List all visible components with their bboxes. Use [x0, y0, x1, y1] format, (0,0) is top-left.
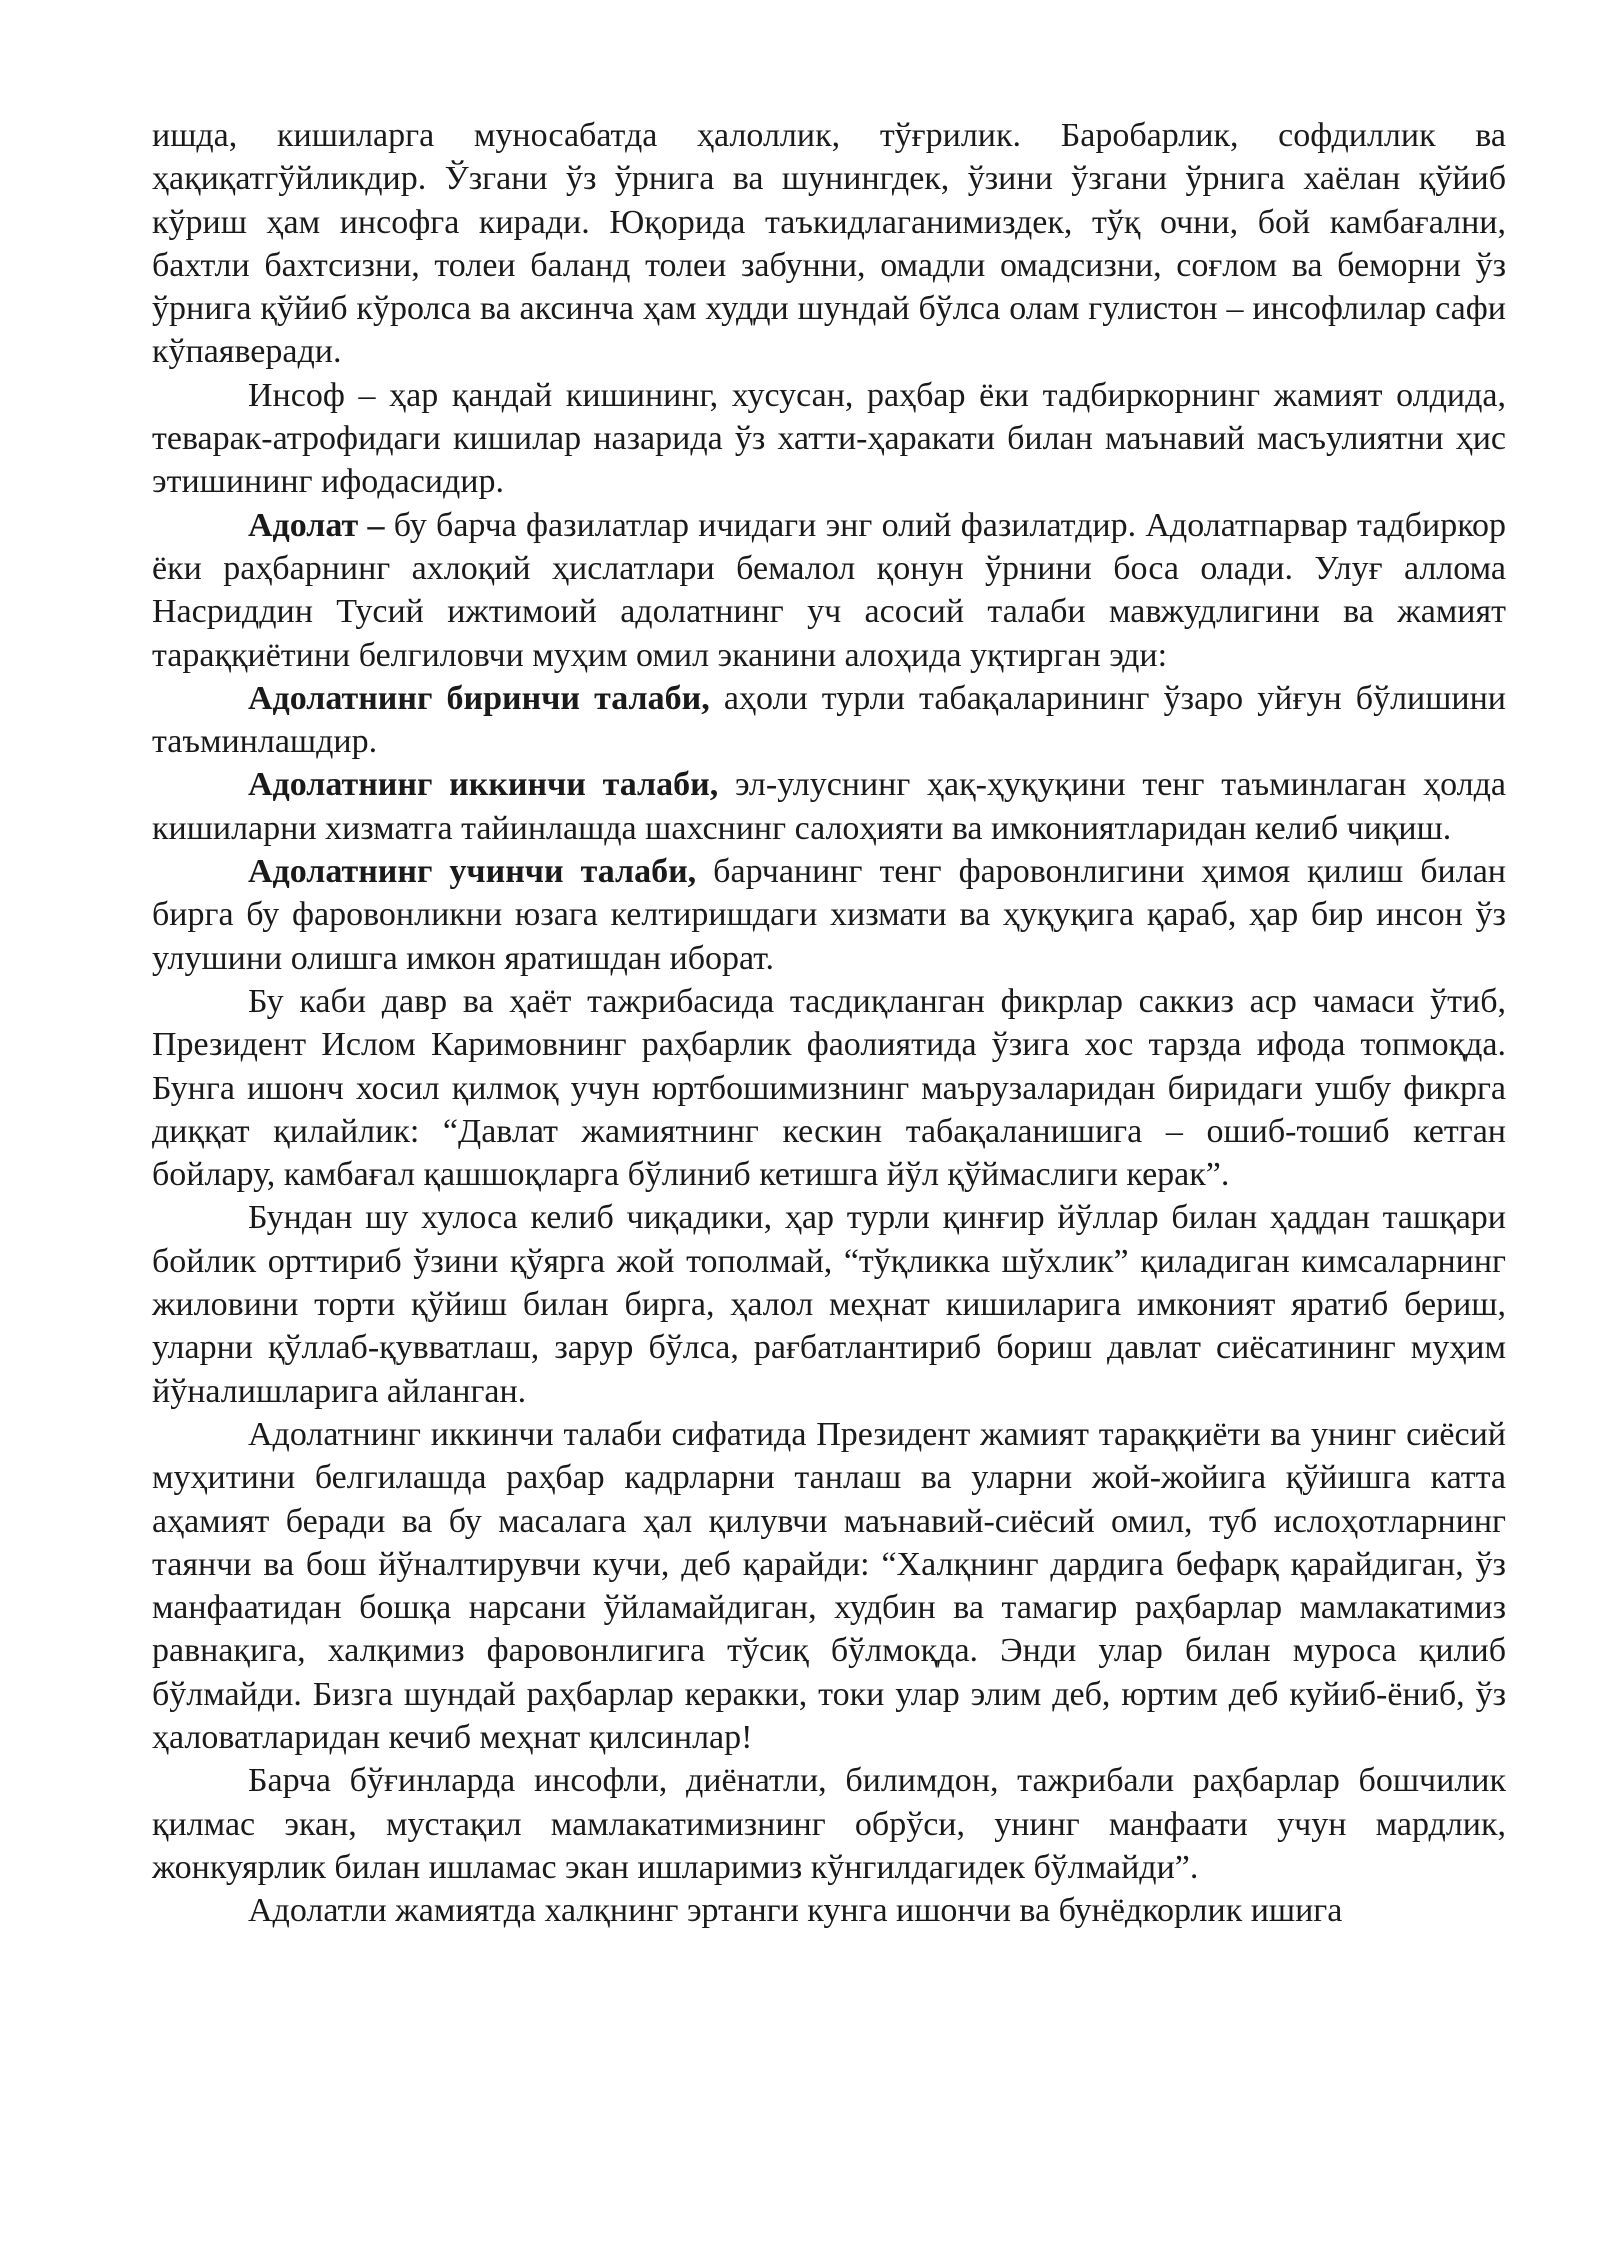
paragraph-3-text: бу барча фазилатлар ичидаги энг олий фазилатдир. Адолатпарвар тадбиркор ёки раҳбарнинг ахлоқий ҳислатлари бемалол қонун ўрнини боса олади. Улуғ аллома Насриддин Тусий ижтимоий адолатнинг уч асосий талаби мавжудлигини ва жамият тараққиётини белгиловчи муҳим омил эканини алоҳида уқтирган эди: [152, 506, 1506, 674]
paragraph-1 [152, 114, 1506, 374]
paragraph-10-text: Барча бўғинларда инсофли, диёнатли, билимдон, тажрибали раҳбарлар бошчилик қилмас экан, мустақил мамлакатимизнинг обрўси, унинг манфаати учун мардлик, жонкуярлик билан ишламас экан ишларимиз кўнгилдагидек бўлмайди”. [152, 1762, 1506, 1886]
paragraph-7-text: Бу каби давр ва ҳаёт тажрибасида тасдиқланган фикрлар саккиз аср чамаси ўтиб, Президент Ислом Каримовнинг раҳбарлик фаолиятида ўзига хос тарзда ифода топмоқда. Бунга ишонч хосил қилмоқ учун юртбошимизнинг маърузаларидан биридаги ушбу фикрга диққат қилайлик: “Давлат жамиятнинг кескин табақаланишига – ошиб-тошиб кетган бойлару, камбағал қашшоқларга бўлиниб кетишга йўл қўймаслиги керак”. [152, 982, 1506, 1194]
paragraph-6-text: барчанинг тенг фаровонлигини ҳимоя қилиш билан бирга бу фаровонликни юзага келтиришдаги хизмати ва ҳуқуқига қараб, ҳар бир инсон ўз улушини олишга имкон яратишдан иборат. [152, 853, 1506, 977]
paragraph-7 [152, 980, 1506, 1196]
paragraph-2-text: Инсоф – ҳар қандай кишининг, хусусан, раҳбар ёки тадбиркорнинг жамият олдида, теварак-атрофидаги кишилар назарида ўз хатти-ҳаракати билан маънавий масъулиятни ҳис этишининг ифодасидир. [152, 376, 1506, 501]
paragraph-10 [152, 1759, 1506, 1889]
paragraph-11 [152, 1889, 1506, 1932]
paragraph-2 [152, 374, 1506, 504]
paragraph-6-lead: Адолатнинг учинчи талаби, [248, 853, 697, 891]
paragraph-1-text: ишда, кишиларга муносабатда ҳалоллик, тўғрилик. Баробарлик, софдиллик ва ҳақиқатгўйликдир. Ўзгани ўз ўрнига ва шунингдек, ўзини ўзгани ўрнига хаёлан қўйиб кўриш ҳам инсофга киради. Юқорида таъкидлаганимиздек, тўқ очни, бой камбағални, бахтли бахтсизни, толеи баланд толеи забунни, омадли омадсизни, соғлом ва беморни ўз ўрнига қўйиб кўролса ва аксинча ҳам худди шундай бўлса олам гулистон – инсофлилар сафи кўпаяверади. [152, 117, 1506, 371]
document-page [152, 114, 1506, 1932]
paragraph-8-text: Бундан шу хулоса келиб чиқадики, ҳар турли қинғир йўллар билан ҳаддан ташқари бойлик орттириб ўзини қўярга жой тополмай, “тўқликка шўхлик” қиладиган кимсаларнинг жиловини торти қўйиш билан бирга, ҳалол меҳнат кишиларига имконият яратиб бериш, уларни қўллаб-қувватлаш, зарур бўлса, рағбатлантириб бориш давлат сиёсатининг муҳим йўналишларига айланган. [152, 1199, 1506, 1410]
paragraph-6 [152, 850, 1506, 980]
paragraph-4-lead: Адолатнинг биринчи талаби, [248, 679, 710, 717]
paragraph-5 [152, 763, 1506, 850]
paragraph-3 [152, 504, 1506, 677]
paragraph-3-lead: Адолат – [248, 506, 385, 544]
paragraph-9-text: Адолатнинг иккинчи талаби сифатида Президент жамият тараққиёти ва унинг сиёсий муҳитини белгилашда раҳбар кадрларни танлаш ва уларни жой-жойига қўйишга катта аҳамият беради ва бу масалага ҳал қилувчи маънавий-сиёсий омил, туб ислоҳотларнинг таянчи ва бош йўналтирувчи кучи, деб қарайди: “Халқнинг дардига бефарқ қарайдиган, ўз манфаатидан бошқа нарсани ўйламайдиган, худбин ва тамагир раҳбарлар мамлакатимиз равнақига, халқимиз фаровонлигига тўсиқ бўлмоқда. Энди улар билан муроса қилиб бўлмайди. Бизга шундай раҳбарлар керакки, токи улар элим деб, юртим деб куйиб-ёниб, ўз ҳаловатларидан кечиб меҳнат қилсинлар! [152, 1415, 1506, 1756]
paragraph-4-text: аҳоли турли табақаларининг ўзаро уйғун бўлишини таъминлашдир. [152, 679, 1506, 761]
paragraph-11-text: Адолатли жамиятда халқнинг эртанги кунга ишончи ва бунёдкорлик ишига [248, 1892, 1343, 1930]
paragraph-9 [152, 1413, 1506, 1759]
paragraph-5-text: эл-улуснинг ҳақ-ҳуқуқини тенг таъминлаган ҳолда кишиларни хизматга тайинлашда шахснинг салоҳияти ва имкониятларидан келиб чиқиш. [152, 766, 1506, 847]
paragraph-5-lead: Адолатнинг иккинчи талаби, [248, 766, 719, 804]
paragraph-4 [152, 677, 1506, 764]
paragraph-8 [152, 1196, 1506, 1412]
